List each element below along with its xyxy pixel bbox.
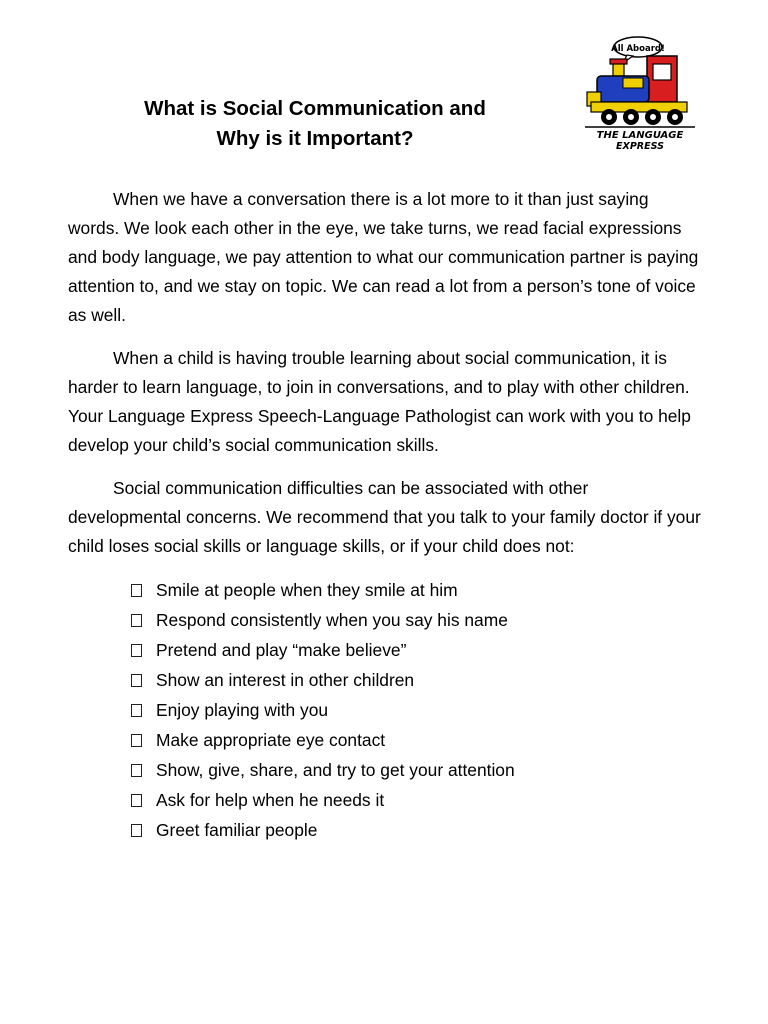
paragraph: When a child is having trouble learning about social communication, it is harder to learn language, to join in conversations, and to play with other children. Your Language Express Speech-Language Pathologist can work with you to help develop your child’s social communication skills. (68, 348, 691, 455)
checkbox-icon (131, 734, 142, 747)
checklist-item-label: Make appropriate eye contact (156, 729, 386, 750)
paragraph: Social communication difficulties can be associated with other developmental concerns. We recommend that you talk to your family doctor if your child loses social skills or language skills, or if your child does not: (68, 478, 701, 556)
checkbox-icon (131, 764, 142, 777)
checkbox-icon (131, 674, 142, 687)
checklist-item-label: Show, give, share, and try to get your attention (156, 759, 515, 780)
paragraph: When we have a conversation there is a lot more to it than just saying words. We look each other in the eye, we take turns, we read facial expressions and body language, we pay attention to what our communication partner is paying attention to, and we stay on topic. We can read a lot from a person’s tone of voice as well. (68, 189, 699, 325)
logo-bubble-text: All Aboard! (611, 44, 665, 54)
checklist-item (131, 665, 704, 695)
document-body (68, 185, 704, 845)
checklist-item (131, 575, 704, 605)
language-express-logo (583, 34, 698, 152)
checklist-item-label: Smile at people when they smile at him (156, 579, 458, 600)
checkbox-icon (131, 584, 142, 597)
page-title (100, 94, 530, 154)
title-line-2: Why is it Important? (216, 127, 414, 150)
checkbox-icon (131, 824, 142, 837)
checklist-item-label: Show an interest in other children (156, 669, 415, 690)
checklist-item-label: Pretend and play “make believe” (156, 639, 407, 660)
warning-signs-checklist (68, 575, 704, 845)
checklist-item (131, 605, 704, 635)
checklist-item (131, 635, 704, 665)
checkbox-icon (131, 644, 142, 657)
checklist-item-label: Greet familiar people (156, 819, 318, 840)
checklist-item (131, 815, 704, 845)
checklist-item-label: Respond consistently when you say his name (156, 609, 508, 630)
logo-name-line-1: THE LANGUAGE (596, 130, 684, 141)
logo-name-line-2: EXPRESS (616, 141, 664, 152)
checkbox-icon (131, 614, 142, 627)
checklist-item (131, 755, 704, 785)
checklist-item (131, 695, 704, 725)
title-line-1: What is Social Communication and (144, 97, 486, 120)
checkbox-icon (131, 794, 142, 807)
checklist-item (131, 725, 704, 755)
checklist-item-label: Enjoy playing with you (156, 699, 329, 720)
checklist-item-label: Ask for help when he needs it (156, 789, 385, 810)
checkbox-icon (131, 704, 142, 717)
checklist-item (131, 785, 704, 815)
